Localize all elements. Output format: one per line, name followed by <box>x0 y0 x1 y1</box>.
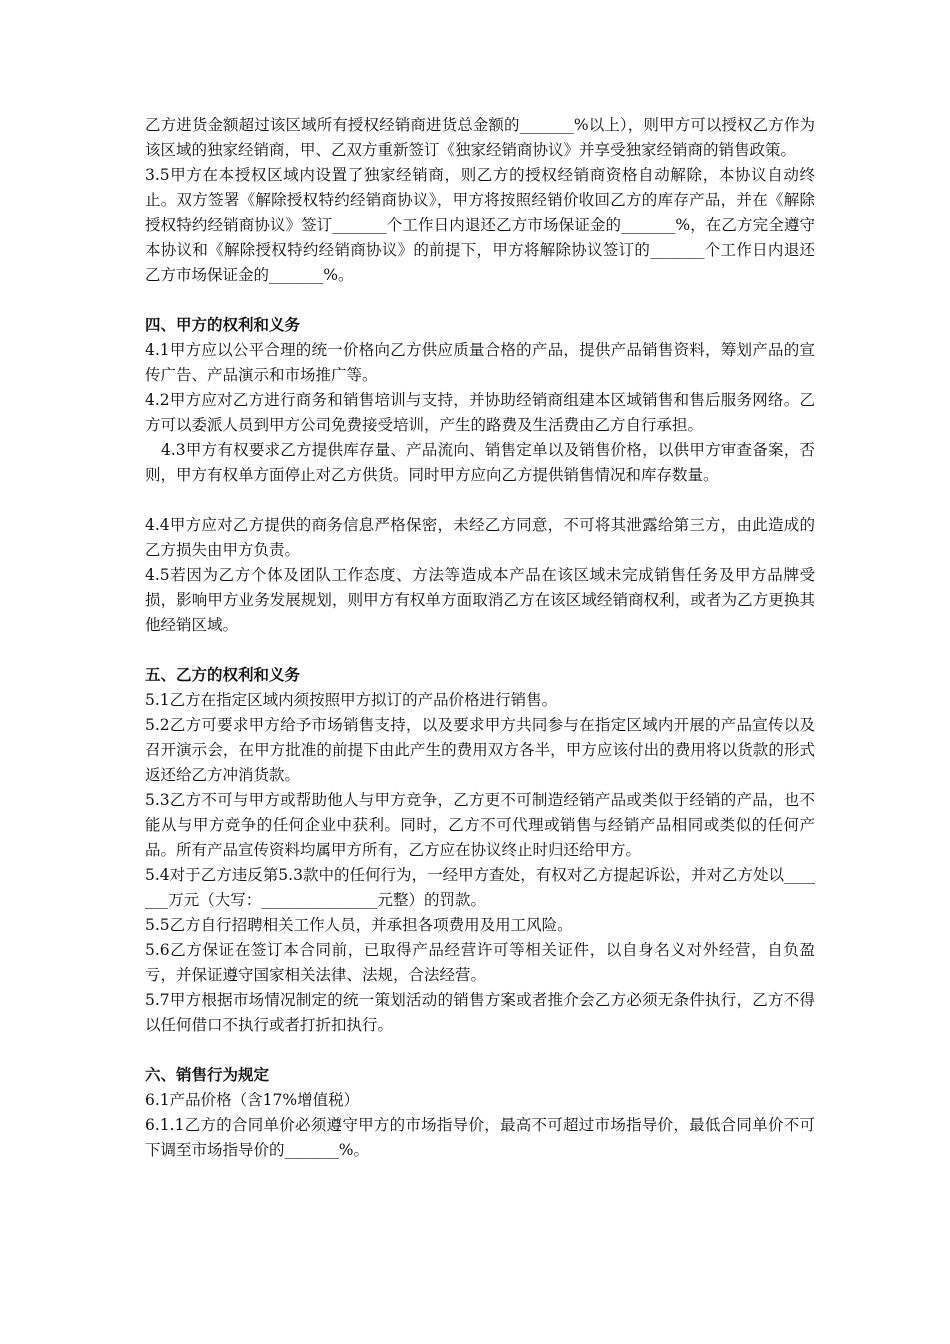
spacer <box>145 1038 815 1063</box>
clause-6-1-1: 6.1.1乙方的合同单价必须遵守甲方的市场指导价，最高不可超过市场指导价，最低合同单价不可下调至市场指导价的_______%。 <box>145 1116 815 1159</box>
clause-4-4: 4.4甲方应对乙方提供的商务信息严格保密，未经乙方同意，不可将其泄露给第三方，由此造成的乙方损失由甲方负责。 <box>145 516 815 559</box>
clause-5-3: 5.3乙方不可与甲方或帮助他人与甲方竞争，乙方更不可制造经销产品或类似于经销的产品，也不能从与甲方竞争的任何企业中获利。同时，乙方不可代理或销售与经销产品相同或类似的任何产品。所有产品宣传资料均属甲方所有，乙方应在协议终止时归还给甲方。 <box>145 791 815 859</box>
clause-5-2: 5.2乙方可要求甲方给予市场销售支持，以及要求甲方共同参与在指定区域内开展的产品宣传以及召开演示会，在甲方批准的前提下由此产生的费用双方各半，甲方应该付出的费用将以货款的形式返还给乙方冲消货款。 <box>145 716 815 784</box>
section-6-heading: 六、销售行为规定 <box>145 1066 270 1084</box>
clause-5-5: 5.5乙方自行招聘相关工作人员，并承担各项费用及用工风险。 <box>145 916 573 934</box>
clause-3-5: 3.5甲方在本授权区域内设置了独家经销商，则乙方的授权经销商资格自动解除，本协议自动终止。双方签署《解除授权特约经销商协议》，甲方将按照经销价收回乙方的库存产品，并在《解除授权特约经销商协议》签订_______个工作日内退还乙方市场保证金的_______%，在乙方完全遵守本协议和《解除授权特约经销商协议》的前提下，甲方将解除协议签订的_______个工作日内退还乙方市场保证金的_______%。 <box>145 166 815 284</box>
spacer <box>145 288 815 313</box>
clause-4-1: 4.1甲方应以公平合理的统一价格向乙方供应质量合格的产品，提供产品销售资料，筹划产品的宣传广告、产品演示和市场推广等。 <box>145 341 815 384</box>
clause-4-3: 4.3甲方有权要求乙方提供库存量、产品流向、销售定单以及销售价格，以供甲方审查备案，否则，甲方有权单方面停止对乙方供货。同时甲方应向乙方提供销售情况和库存数量。 <box>145 441 815 484</box>
section-4-heading: 四、甲方的权利和义务 <box>145 316 301 334</box>
clause-5-4: 5.4对于乙方违反第5.3款中的任何行为，一经甲方查处，有权对乙方提起诉讼，并对乙方处以_______万元（大写：_______________元整）的罚款。 <box>145 866 815 909</box>
clause-4-5: 4.5若因为乙方个体及团队工作态度、方法等造成本产品在该区域未完成销售任务及甲方品牌受损，影响甲方业务发展规划，则甲方有权单方面取消乙方在该区域经销商权利，或者为乙方更换其他经销区域。 <box>145 566 815 634</box>
section-5-heading: 五、乙方的权利和义务 <box>145 666 301 684</box>
clause-5-1: 5.1乙方在指定区域内须按照甲方拟订的产品价格进行销售。 <box>145 691 558 709</box>
clause-4-2: 4.2甲方应对乙方进行商务和销售培训与支持，并协助经销商组建本区域销售和售后服务网络。乙方可以委派人员到甲方公司免费接受培训，产生的路费及生活费由乙方自行承担。 <box>145 391 815 434</box>
spacer <box>145 638 815 663</box>
paragraph-exclusive-dealer: 乙方进货金额超过该区域所有授权经销商进货总金额的_______%以上），则甲方可以授权乙方作为该区域的独家经销商，甲、乙双方重新签订《独家经销商协议》并享受独家经销商的销售政策。 <box>145 116 815 159</box>
clause-5-7: 5.7甲方根据市场情况制定的统一策划活动的销售方案或者推介会乙方必须无条件执行，乙方不得以任何借口不执行或者打折扣执行。 <box>145 991 815 1034</box>
clause-5-6: 5.6乙方保证在签订本合同前，已取得产品经营许可等相关证件，以自身名义对外经营，自负盈亏，并保证遵守国家相关法律、法规，合法经营。 <box>145 941 815 984</box>
clause-6-1: 6.1产品价格（含17%增值税） <box>145 1091 360 1109</box>
spacer <box>145 488 815 513</box>
document-page <box>145 113 815 1163</box>
